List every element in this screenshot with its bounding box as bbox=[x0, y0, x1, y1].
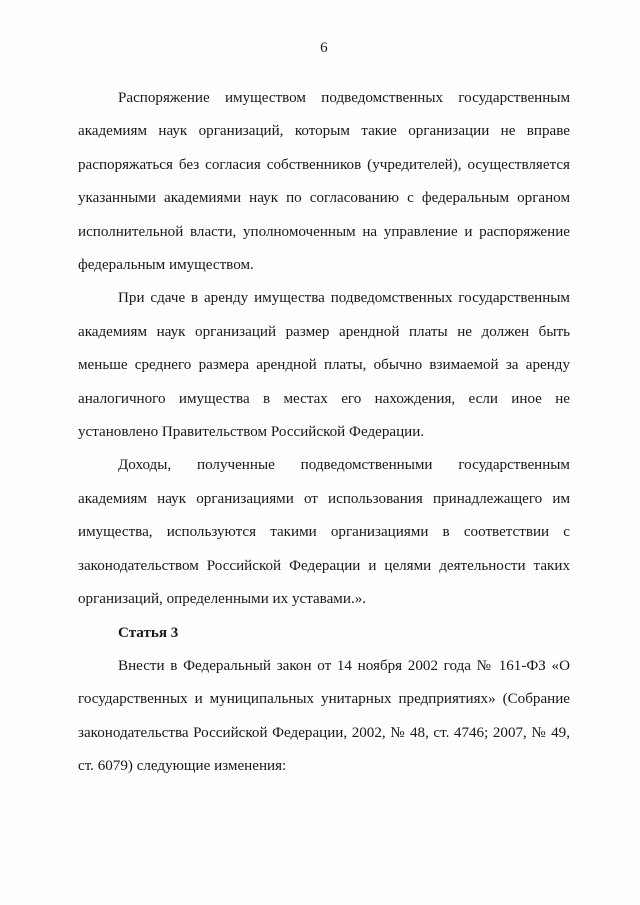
paragraph-2: При сдаче в аренду имущества подведомственных государственным академиям наук организаций размер арендной платы не должен быть меньше среднего размера арендной платы, обычно взимаемой за аренду аналогичного имущества в местах его нахождения, если иное не установлено Правительством Российской Федерации. bbox=[78, 290, 570, 441]
paragraph-3: Доходы, полученные подведомственными государственным академиям наук организациями от использования принадлежащего им имущества, используются такими организациями в соответствии с законодательством Российской Федерации и целями деятельности таких организаций, определенными их уставами.». bbox=[78, 457, 570, 608]
paragraph-1: Распоряжение имуществом подведомственных государственным академиям наук организаций, которым такие организации не вправе распоряжаться без согласия собственников (учредителей), осуществляется указанными академиями наук по согласованию с федеральным органом исполнительной власти, уполномоченным на управление и распоряжение федеральным имуществом. bbox=[78, 90, 570, 274]
article-heading: Статья 3 bbox=[118, 624, 179, 641]
paragraph-4: Внести в Федеральный закон от 14 ноября 2002 года № 161-ФЗ «О государственных и муниципальных унитарных предприятиях» (Собрание законодательства Российской Федерации, 2002, № 48, ст. 4746; 2007, № 49, ст. 6079) следующие изменения: bbox=[78, 657, 570, 775]
page-number: 6 bbox=[320, 40, 328, 56]
document-body bbox=[78, 82, 570, 784]
